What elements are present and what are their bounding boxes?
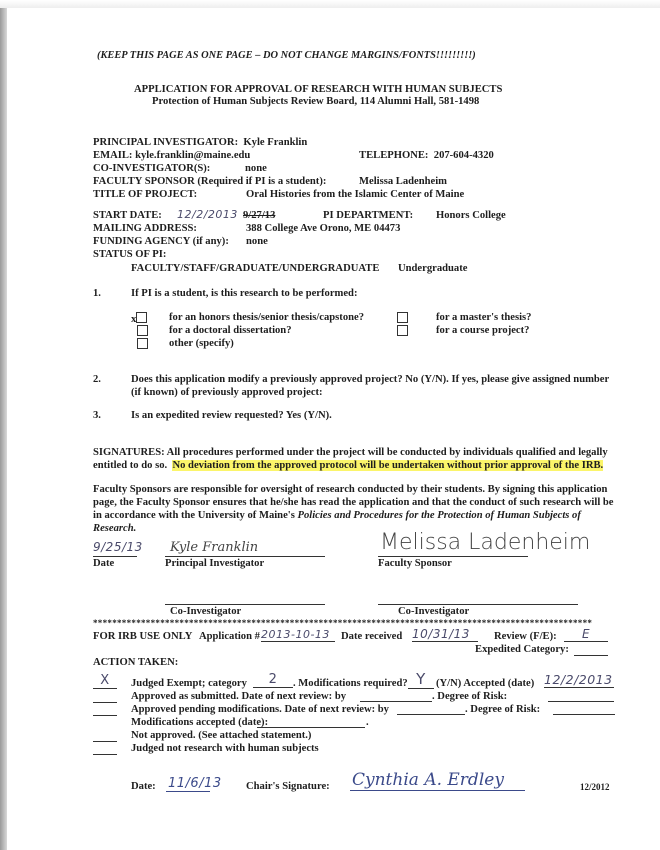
application-number-label: Application # — [199, 631, 260, 642]
coinv2-signature-line — [378, 604, 578, 605]
pending-risk-label: . Degree of Risk: — [465, 704, 541, 715]
scan-edge-top — [0, 0, 660, 8]
mods-accepted-text: Modifications accepted (date): — [131, 717, 269, 728]
dept-label: PI DEPARTMENT: — [323, 210, 414, 221]
q1-option-other[interactable] — [131, 338, 148, 351]
not-approved-text: Not approved. (See attached statement.) — [131, 730, 312, 741]
mods-accepted-period: . — [366, 717, 369, 728]
checkbox[interactable] — [397, 312, 408, 323]
sponsor-para-line3-plain: in accordance with the University of Maine's — [93, 510, 298, 521]
q1-option-masters-label: for a master's thesis? — [436, 312, 532, 323]
q2-line2: (if known) of previously approved project: — [131, 387, 323, 398]
q3-text: Is an expedited review requested? Yes (Y/N). — [131, 410, 332, 421]
funding-label: FUNDING AGENCY (if any): — [93, 236, 229, 247]
sponsor-signature-label: Faculty Sponsor — [378, 558, 452, 569]
pi-row — [93, 137, 307, 148]
sponsor-para-line3 — [93, 510, 581, 521]
q1-text: If PI is a student, is this research to be performed: — [131, 288, 358, 299]
mailing-value: 388 College Ave Orono, ME 04473 — [246, 223, 401, 234]
coinv2-label: Co-Investigator — [398, 606, 470, 617]
sponsor-value: Melissa Ladenheim — [359, 176, 447, 187]
sponsor-para-line4 — [93, 523, 136, 534]
q1-option-honors[interactable] — [131, 312, 147, 325]
status-label: STATUS OF PI: — [93, 249, 167, 260]
exempt-category-value[interactable]: 2 — [253, 672, 293, 688]
date-line — [93, 556, 137, 557]
action-taken-label: ACTION TAKEN: — [93, 657, 179, 668]
sponsor-signature-line — [378, 556, 528, 557]
sponsor-label: FACULTY SPONSOR (Required if PI is a student): — [93, 176, 327, 187]
highlighted-irb-statement: No deviation from the approved protocol will be undertaken without prior approval of the IRB. — [172, 460, 604, 471]
pi-label: PRINCIPAL INVESTIGATOR: — [93, 137, 239, 148]
q3-number: 3. — [93, 410, 101, 421]
telephone-value: 207-604-4320 — [433, 150, 494, 161]
status-options: FACULTY/STAFF/GRADUATE/UNDERGRADUATE — [131, 263, 380, 274]
not-research-text: Judged not research with human subjects — [131, 743, 319, 754]
telephone-label: TELEPHONE: — [359, 150, 429, 161]
not-approved-mark[interactable] — [93, 741, 117, 742]
irb-use-only: FOR IRB USE ONLY — [93, 631, 193, 642]
dept-value: Honors College — [436, 210, 506, 221]
approved-risk-field[interactable] — [548, 701, 614, 702]
start-date-struck: 9/27/13 — [243, 210, 276, 221]
mailing-label: MAILING ADDRESS: — [93, 223, 197, 234]
chair-date-value: 11/6/13 — [168, 776, 222, 791]
q1-option-masters[interactable] — [397, 312, 408, 325]
modifications-required-value[interactable]: Y — [408, 670, 434, 689]
form-version: 12/2012 — [580, 782, 610, 792]
coinv-value: none — [245, 163, 267, 174]
status-value: Undergraduate — [398, 263, 468, 274]
project-title-label: TITLE OF PROJECT: — [93, 189, 198, 200]
header-note: (KEEP THIS PAGE AS ONE PAGE – DO NOT CHANGE MARGINS/FONTS!!!!!!!!!) — [97, 50, 476, 61]
q2-number: 2. — [93, 374, 101, 385]
signatures-line2-plain: entitled to do so. — [93, 460, 173, 471]
form-subtitle: Protection of Human Subjects Review Board, 114 Alumni Hall, 581-1498 — [152, 96, 480, 107]
q1-number: 1. — [93, 288, 101, 299]
chair-signature-underline — [350, 790, 525, 791]
modifications-required-text: . Modifications required? — [293, 678, 408, 689]
checkbox[interactable] — [397, 325, 408, 336]
funding-value: none — [246, 236, 268, 247]
expedited-category-field[interactable] — [574, 655, 608, 656]
policies-title: Policies and Procedures for the Protection of Human Subjects of — [297, 510, 581, 521]
sponsor-para-line2: page, the Faculty Sponsor ensures that he/she has read the application and that the conduct of such research will be — [93, 497, 614, 508]
accepted-date-value[interactable]: 12/2/2013 — [544, 672, 613, 687]
date-received-value[interactable]: 10/31/13 — [412, 627, 478, 642]
review-type-value[interactable]: E — [564, 627, 608, 642]
pending-mods-text: Approved pending modifications. Date of next review: by — [131, 704, 389, 715]
pending-risk-field[interactable] — [553, 714, 615, 715]
faculty-sponsor-signature: Melissa Ladenheim — [380, 530, 591, 555]
chair-date-label: Date: — [131, 781, 156, 792]
form-title: APPLICATION FOR APPROVAL OF RESEARCH WITH HUMAN SUBJECTS — [134, 84, 503, 95]
q1-option-doctoral[interactable] — [131, 325, 148, 338]
start-date-handwritten: 12/2/2013 — [177, 208, 238, 221]
exempt-mark[interactable]: X — [93, 673, 117, 689]
q1-option-honors-label: for an honors thesis/senior thesis/capstone? — [169, 312, 365, 323]
email-value: kyle.franklin@maine.edu — [135, 150, 251, 161]
q1-option-doctoral-label: for a doctoral dissertation? — [169, 325, 292, 336]
pi-signature: Kyle Franklin — [170, 540, 259, 555]
checkbox[interactable] — [137, 325, 148, 336]
q1-option-other-label: other (specify) — [169, 338, 234, 349]
review-type-label: Review (F/E): — [494, 631, 557, 642]
period: . — [133, 523, 137, 534]
expedited-category-label: Expedited Category: — [475, 644, 569, 655]
pending-next-review-field[interactable] — [397, 714, 465, 715]
approved-risk-label: . Degree of Risk: — [432, 691, 508, 702]
email-row — [93, 150, 250, 161]
signatures-line2 — [93, 460, 603, 471]
q1-option-course[interactable] — [397, 325, 408, 338]
accepted-date-text: (Y/N) Accepted (date) — [436, 678, 535, 689]
application-number-value[interactable]: 2013-10-13 — [261, 628, 335, 642]
pi-signature-line — [165, 556, 325, 557]
pending-mods-mark[interactable] — [93, 715, 117, 716]
not-research-mark[interactable] — [93, 754, 117, 755]
approved-submitted-text: Approved as submitted. Date of next review: by — [131, 691, 347, 702]
checkbox[interactable] — [136, 312, 147, 323]
approved-submitted-mark[interactable] — [93, 702, 117, 703]
coinv1-signature-line — [165, 604, 325, 605]
chair-signature-label: Chair's Signature: — [246, 781, 330, 792]
approved-next-review-field[interactable] — [360, 701, 432, 702]
sponsor-para-line1: Faculty Sponsors are responsible for oversight of research conducted by their students. By signing this application — [93, 484, 608, 495]
q1-mark: x — [131, 314, 137, 325]
checkbox[interactable] — [137, 338, 148, 349]
policies-title-end: Research — [93, 523, 134, 534]
exempt-text: Judged Exempt; category — [131, 678, 247, 689]
scan-edge-left — [0, 8, 7, 850]
signatures-line1: SIGNATURES: All procedures performed under the project will be conducted by individuals qualified and legally — [93, 447, 608, 458]
pi-signature-label: Principal Investigator — [165, 558, 265, 569]
telephone-row — [359, 150, 494, 161]
project-title-value: Oral Histories from the Islamic Center of Maine — [246, 189, 465, 200]
email-label: EMAIL: — [93, 150, 133, 161]
q1-option-course-label: for a course project? — [436, 325, 530, 336]
coinv-label: CO-INVESTIGATOR(S): — [93, 163, 211, 174]
date-received-label: Date received — [341, 631, 403, 642]
chair-signature: Cynthia A. Erdley — [352, 770, 504, 790]
separator-stars: ******************************************************************************************************** — [93, 618, 593, 628]
mods-accepted-field[interactable] — [257, 727, 365, 728]
q2-line1: Does this application modify a previously approved project? No (Y/N). If yes, please give assigned number — [131, 374, 610, 385]
start-date-label: START DATE: — [93, 210, 162, 221]
chair-date-underline — [166, 791, 210, 792]
pi-signature-date: 9/25/13 — [93, 540, 143, 554]
date-label: Date — [93, 558, 115, 569]
pi-value: Kyle Franklin — [243, 137, 308, 148]
coinv1-label: Co-Investigator — [170, 606, 242, 617]
